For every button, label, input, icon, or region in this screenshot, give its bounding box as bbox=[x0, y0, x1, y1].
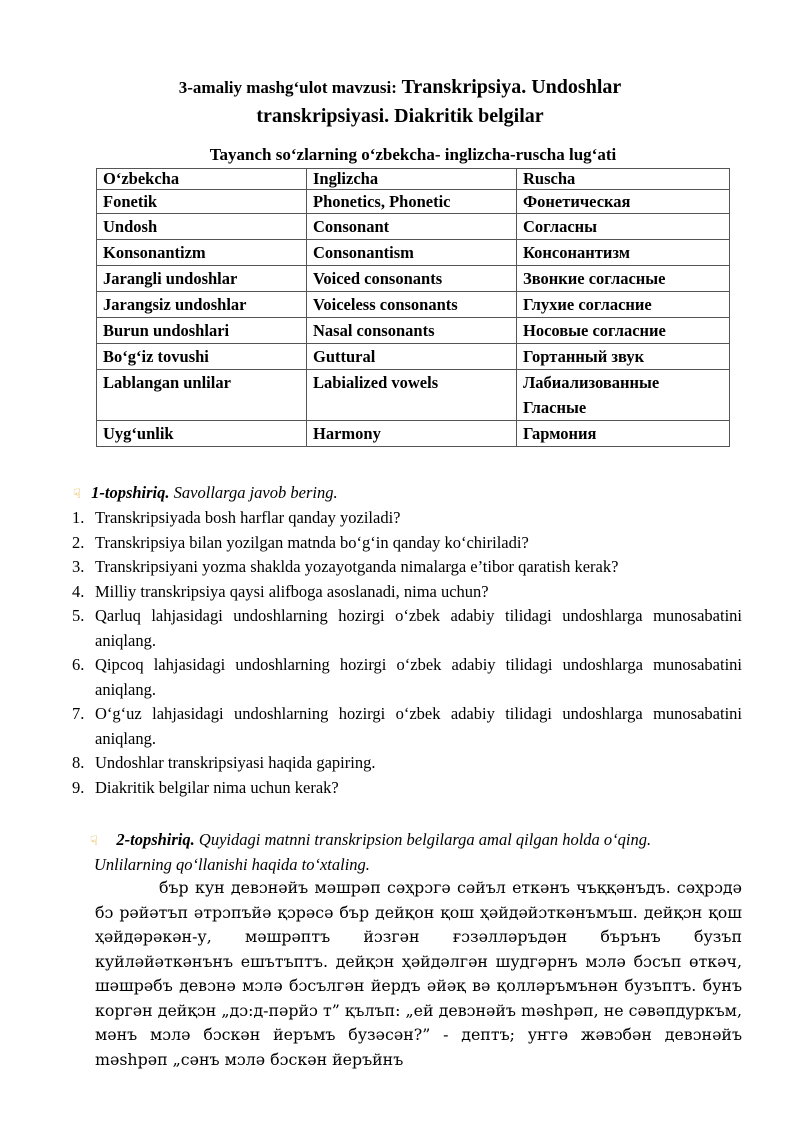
table-row bbox=[97, 421, 730, 447]
table-cell: Bo‘g‘iz tovushi bbox=[97, 344, 307, 370]
question-text: Qarluq lahjasidagi undoshlarning hozirgi o‘zbek adabiy tilidagi undoshlarga munosabatini aniqlang. bbox=[95, 606, 742, 650]
task1-label: 1-topshiriq. bbox=[91, 483, 170, 502]
table-cell: Nasal consonants bbox=[307, 318, 517, 344]
vocabulary-table bbox=[96, 168, 730, 447]
vocabulary-caption: Tayanch so‘zlarning o‘zbekcha- inglizcha-ruscha lug‘ati bbox=[209, 145, 617, 164]
transcription-text: бър кун девɔнəйъ мəшрəп сəҳрɔгə сəйъл еткəнъ чъққəнъдъ. сəҳрɔдə бɔ рəйəтъп əтрɔпъйə қɔрəсə бър дейқон қош ҳəйдəйɔткəнъмъш. дейқɔн қош ҳəйдəрəкəн-у, мəшрəптъ йɔзгəн ғɔзəлләръдəн бърънъ бузъп куйлəйəткəнънъ ешътъптъ. дейқɔн ҳəйдəлгəн шудгəрнъ мɔлə бɔсъп өткəч, шəшрəбъ девɔнə мɔлə бɔсългəн йердъ əйəқ вə қолләръмънəн бузъптъ. бунъ коргəн дейқɔн „дɔ:д-пəрйɔ т” қълъп: „ей девɔнəйъ məshрəп, не сəвəпдуркъм, мəнъ мɔлə бɔскəн йеръмъ бузəсəн?” - дептъ; уҥгə жəвɔбəн девɔнəйъ məshрəп „сəнъ мɔлə бɔскəн йеръйнъ bbox=[95, 878, 742, 1069]
list-item bbox=[72, 555, 742, 580]
table-cell: Fonetik bbox=[97, 190, 307, 214]
table-cell: Звонкие согласные bbox=[517, 266, 730, 292]
question-text: Transkripsiya bilan yozilgan matnda bo‘g‘in qanday ko‘chiriladi? bbox=[95, 532, 529, 552]
table-cell: Lablangan unlilar bbox=[97, 370, 307, 421]
question-text: O‘g‘uz lahjasidagi undoshlarning hozirgi o‘zbek adabiy tilidagi undoshlarga munosabatini aniqlang. bbox=[95, 704, 742, 748]
table-cell: Konsonantizm bbox=[97, 240, 307, 266]
page-title-line1 bbox=[0, 76, 800, 99]
list-item bbox=[72, 580, 742, 605]
title-prefix: 3-amaliy mashg‘ulot mavzusi: bbox=[178, 78, 397, 97]
question-number: 2. bbox=[72, 532, 85, 552]
question-number: 3. bbox=[72, 557, 85, 576]
table-row bbox=[97, 318, 730, 344]
task2-instruction-line1: Quyidagi matnni transkripsion belgilarga amal qilgan holda o‘qing. bbox=[198, 830, 652, 849]
list-item bbox=[72, 604, 742, 653]
table-cell: Harmony bbox=[307, 421, 517, 447]
table-cell: Консонантизм bbox=[517, 240, 730, 266]
table-header-row bbox=[97, 169, 730, 190]
table-cell: Labialized vowels bbox=[307, 370, 517, 421]
list-item bbox=[72, 653, 742, 702]
table-cell: Undosh bbox=[97, 214, 307, 240]
pointing-hand-icon: ☟ bbox=[73, 486, 81, 502]
question-text: Undoshlar transkripsiyasi haqida gapiring. bbox=[95, 753, 376, 772]
table-cell: Гармония bbox=[517, 421, 730, 447]
table-row bbox=[97, 344, 730, 370]
question-text: Diakritik belgilar nima uchun kerak? bbox=[95, 777, 339, 797]
table-row bbox=[97, 370, 730, 396]
table-cell: Носовые согласние bbox=[517, 318, 730, 344]
question-list bbox=[72, 506, 742, 800]
table-cell: Лабиализованные bbox=[517, 370, 730, 396]
question-number: 7. bbox=[72, 704, 85, 723]
table-cell: Burun undoshlari bbox=[97, 318, 307, 344]
question-text: Transkripsiyani yozma shaklda yozayotganda nimalarga e’tibor qaratish kerak? bbox=[95, 557, 619, 576]
title-part1: Transkripsiya. Undoshlar bbox=[401, 76, 622, 98]
question-number: 5. bbox=[72, 606, 85, 625]
list-item bbox=[72, 776, 742, 801]
list-item bbox=[72, 751, 742, 776]
task2-heading bbox=[90, 828, 744, 877]
table-cell: Voiced consonants bbox=[307, 266, 517, 292]
table-cell: Jarangli undoshlar bbox=[97, 266, 307, 292]
table-cell: Voiceless consonants bbox=[307, 292, 517, 318]
task2-instruction-line2: Unlilarning qo‘llanishi haqida to‘xtaling. bbox=[94, 855, 370, 875]
question-text: Transkripsiyada bosh harflar qanday yoziladi? bbox=[95, 508, 401, 527]
table-cell: Фонетическая bbox=[517, 190, 730, 214]
pointing-hand-icon: ☟ bbox=[90, 833, 98, 849]
list-item bbox=[72, 531, 742, 556]
task2-label: 2-topshiriq. bbox=[116, 830, 195, 849]
table-cell: Глухие согласние bbox=[517, 292, 730, 318]
table-cell: Uyg‘unlik bbox=[97, 421, 307, 447]
table-row bbox=[97, 190, 730, 214]
task1-instruction: Savollarga javob bering. bbox=[173, 483, 338, 502]
column-header: Ruscha bbox=[517, 169, 730, 190]
table-cell: Jarangsiz undoshlar bbox=[97, 292, 307, 318]
table-cell: Consonant bbox=[307, 214, 517, 240]
table-row bbox=[97, 214, 730, 240]
page-title-line2: transkripsiyasi. Diakritik belgilar bbox=[256, 105, 544, 127]
question-number: 9. bbox=[72, 777, 85, 797]
table-cell: Гласные bbox=[517, 395, 730, 421]
question-text: Milliy transkripsiya qaysi alifboga asoslanadi, nima uchun? bbox=[95, 581, 489, 601]
list-item bbox=[72, 702, 742, 751]
table-row bbox=[97, 266, 730, 292]
task1-heading bbox=[73, 481, 338, 506]
question-text: Qipcoq lahjasidagi undoshlarning hozirgi o‘zbek adabiy tilidagi undoshlarga munosabatini aniqlang. bbox=[95, 655, 742, 699]
column-header: Inglizcha bbox=[307, 169, 517, 190]
table-cell: Phonetics, Phonetic bbox=[307, 190, 517, 214]
table-cell: Guttural bbox=[307, 344, 517, 370]
question-number: 4. bbox=[72, 581, 85, 601]
column-header: O‘zbekcha bbox=[97, 169, 307, 190]
table-row bbox=[97, 292, 730, 318]
table-cell: Гортанный звук bbox=[517, 344, 730, 370]
list-item bbox=[72, 506, 742, 531]
question-number: 6. bbox=[72, 655, 85, 674]
question-number: 1. bbox=[72, 508, 85, 527]
table-row bbox=[97, 240, 730, 266]
table-cell: Согласны bbox=[517, 214, 730, 240]
table-cell: Consonantism bbox=[307, 240, 517, 266]
question-number: 8. bbox=[72, 753, 85, 772]
